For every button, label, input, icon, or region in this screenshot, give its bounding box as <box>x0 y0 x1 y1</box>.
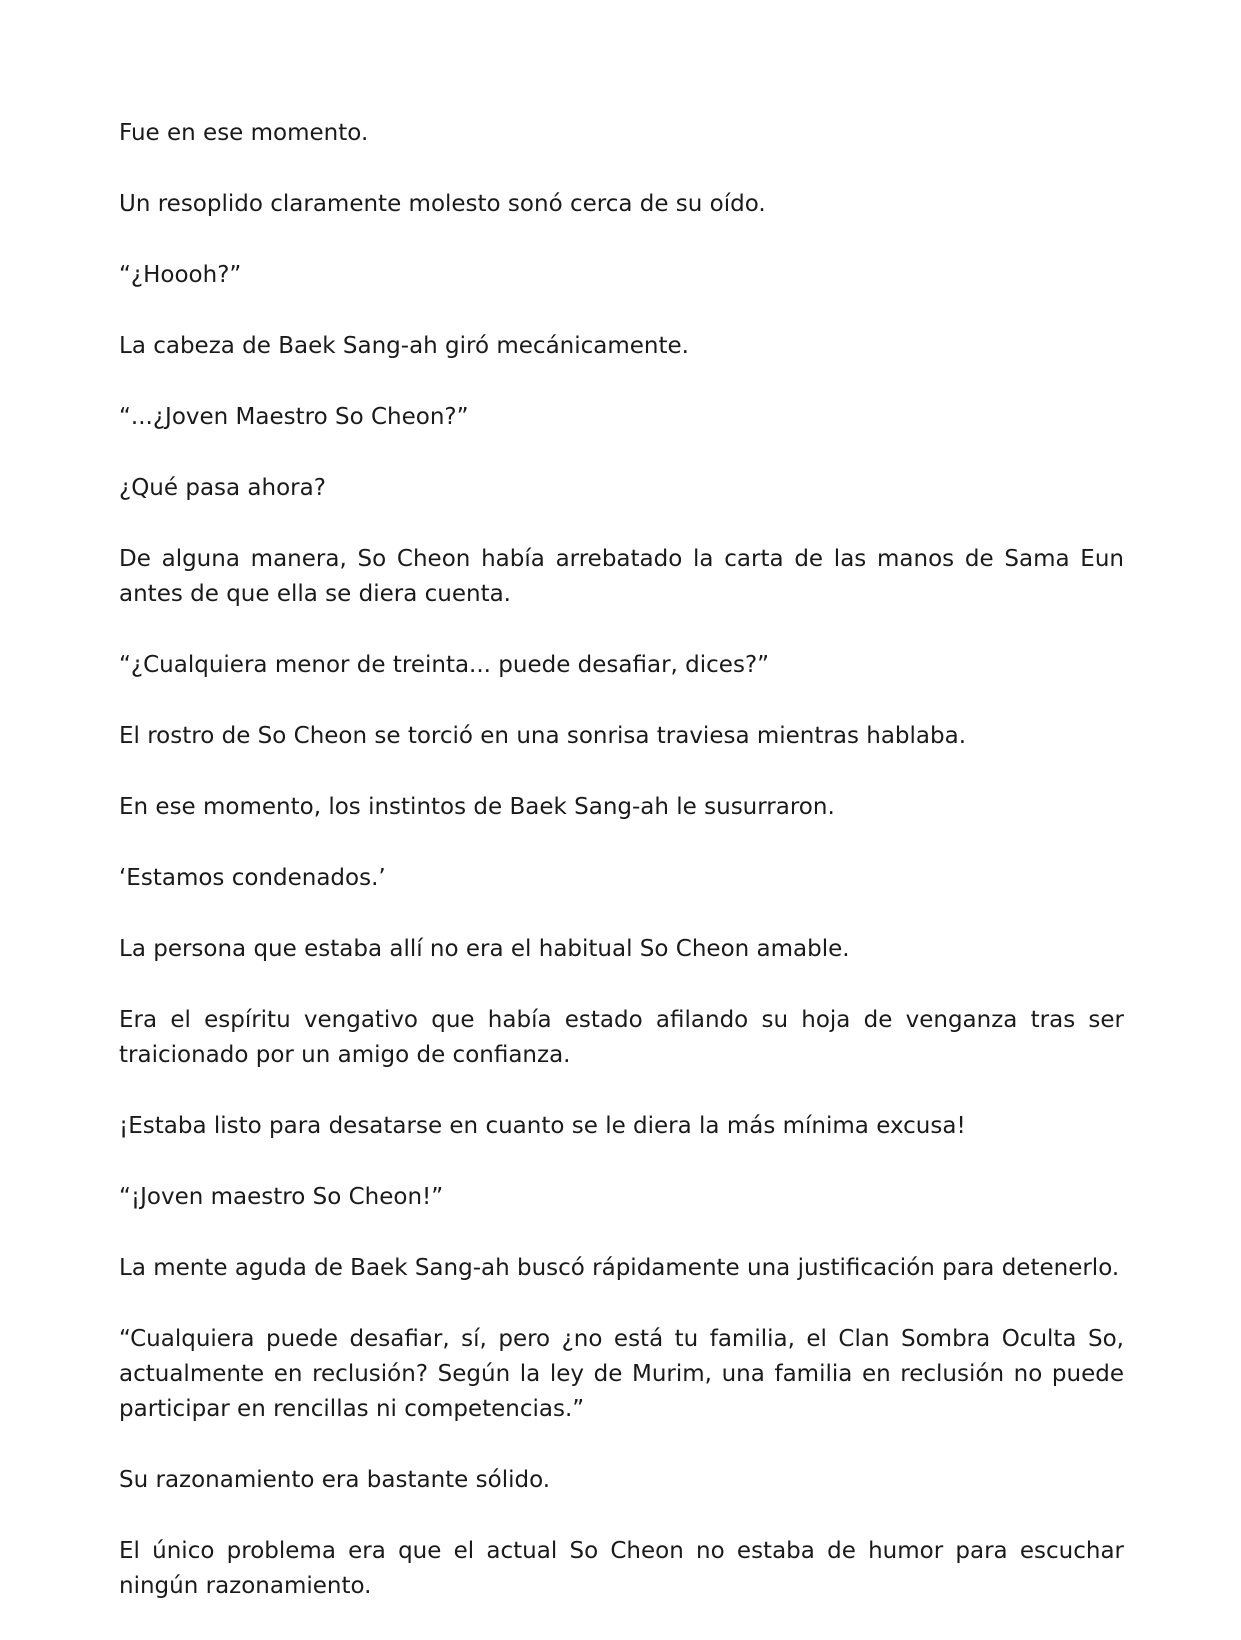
paragraph: “Cualquiera puede desafiar, sí, pero ¿no está tu familia, el Clan Sombra Oculta So, actualmente en reclusión? Según la ley de Murim, una familia en reclusión no puede participar en rencillas ni competencias.” <box>119 1326 1124 1422</box>
paragraph: “...¿Joven Maestro So Cheon?” <box>119 404 469 430</box>
paragraph: ‘Estamos condenados.’ <box>119 865 386 891</box>
paragraph: La cabeza de Baek Sang-ah giró mecánicamente. <box>119 333 689 359</box>
paragraph: ¡Estaba listo para desatarse en cuanto se le diera la más mínima excusa! <box>119 1113 966 1139</box>
paragraph: El único problema era que el actual So Cheon no estaba de humor para escuchar ningún razonamiento. <box>119 1538 1124 1599</box>
paragraph: La mente aguda de Baek Sang-ah buscó rápidamente una justificación para detenerlo. <box>119 1255 1120 1281</box>
document-page <box>119 116 1124 1640</box>
paragraph: De alguna manera, So Cheon había arrebatado la carta de las manos de Sama Eun antes de que ella se diera cuenta. <box>119 546 1124 607</box>
paragraph: ¿Qué pasa ahora? <box>119 475 326 501</box>
paragraph: “¿Cualquiera menor de treinta... puede desafiar, dices?” <box>119 652 770 678</box>
paragraph: “¿Hoooh?” <box>119 262 242 288</box>
paragraph: Era el espíritu vengativo que había estado afilando su hoja de venganza tras ser traicionado por un amigo de confianza. <box>119 1007 1124 1068</box>
paragraph: Fue en ese momento. <box>119 120 369 146</box>
paragraph: La persona que estaba allí no era el habitual So Cheon amable. <box>119 936 850 962</box>
paragraph: Su razonamiento era bastante sólido. <box>119 1467 551 1493</box>
paragraph: “¡Joven maestro So Cheon!” <box>119 1184 444 1210</box>
paragraph: Un resoplido claramente molesto sonó cerca de su oído. <box>119 191 766 217</box>
paragraph: El rostro de So Cheon se torció en una sonrisa traviesa mientras hablaba. <box>119 723 967 749</box>
paragraph: En ese momento, los instintos de Baek Sang-ah le susurraron. <box>119 794 835 820</box>
